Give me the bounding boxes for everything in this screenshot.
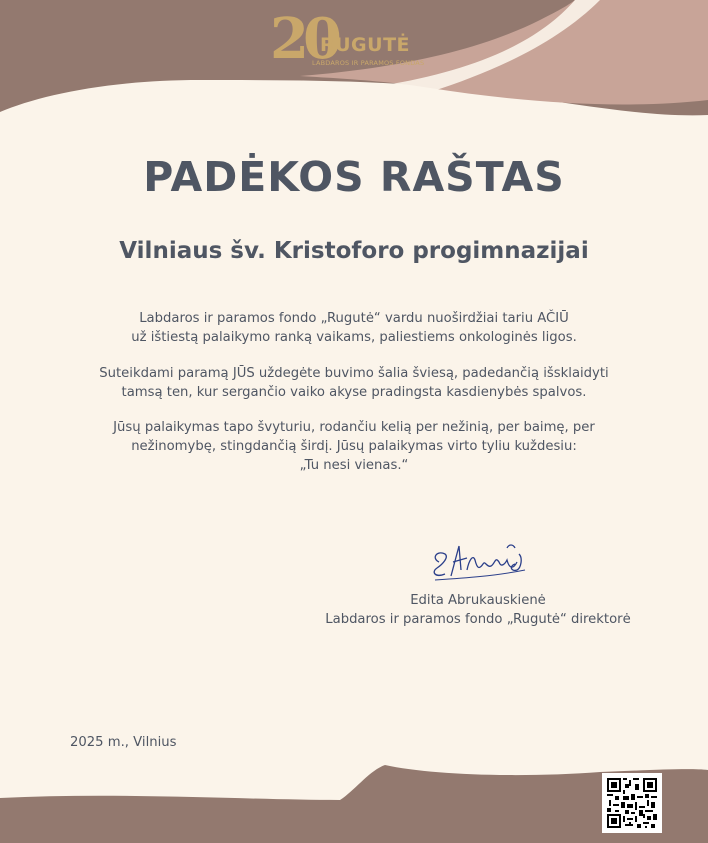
paragraph-line: Jūsų palaikymas tapo švyturiu, rodančiu kelią per nežinią, per baimę, per	[113, 420, 595, 435]
paragraph-line: tamsą ten, kur sergančio vaiko akyse pradingsta kasdienybės spalvos.	[121, 385, 587, 400]
qr-code[interactable]	[602, 773, 662, 833]
logo-anniversary-number: 20	[270, 6, 336, 72]
date-place: 2025 m., Vilnius	[70, 735, 177, 750]
paragraph-line: „Tu nesi vienas.“	[299, 458, 409, 473]
paragraph-3	[40, 418, 668, 475]
logo-subtitle: LABDAROS IR PARAMOS FONDAS	[312, 59, 425, 67]
paragraph-line: Suteikdami paramą JŪS uždegėte buvimo šalia šviesą, padedančią išsklaidyti	[99, 366, 609, 381]
paragraph-2	[40, 364, 668, 402]
rugute-20-logo	[270, 6, 425, 72]
signer-role: Labdaros ir paramos fondo „Rugutė“ direktorė	[325, 612, 631, 627]
recipient-name: Vilniaus šv. Kristoforo progimnazijai	[119, 238, 589, 264]
handwritten-signature	[425, 540, 535, 586]
logo-name: RUGUTĖ	[320, 34, 411, 56]
paragraph-line: nežinomybę, stingdančią širdį. Jūsų palaikymas virto tyliu kuždesiu:	[131, 439, 577, 454]
qr-code-icon	[607, 778, 657, 828]
signer-name: Edita Abrukauskienė	[410, 593, 546, 608]
paragraph-line: Labdaros ir paramos fondo „Rugutė“ vardu nuoširdžiai tariu AČIŪ	[139, 311, 569, 326]
paragraph-line: už ištiestą palaikymo ranką vaikams, paliestiems onkologinės ligos.	[131, 330, 577, 345]
certificate-title: PADĖKOS RAŠTAS	[143, 153, 565, 201]
paragraph-1	[40, 309, 668, 347]
